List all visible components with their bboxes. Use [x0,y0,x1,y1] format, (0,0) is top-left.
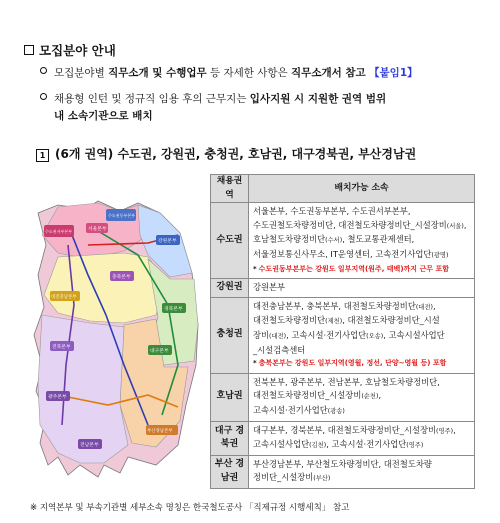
affiliation-line: 부산경남본부, 부산철도차량정비단, 대전철도차량 [253,458,432,469]
affiliation-line: 고속시설·전기사업단(광송) [253,404,345,415]
affiliation-line: 대구본부, 경북본부, 대전철도차량정비단_시설장비(영주), [253,424,456,435]
map-label-gangwon: 강원본부 [158,239,177,244]
table-row [211,455,475,488]
region-section-title: 1 (6개 권역) 수도권, 강원권, 충청권, 호남권, 대구경북권, 부산경남권 [36,145,416,162]
region-name: 호남권 [211,373,249,421]
region-name: 강원권 [211,279,249,298]
table-row [211,279,475,298]
map-label-sudo-east: 수도권동부본부 [108,213,136,218]
affiliation-line: 장비(대전), 고속시설·전기사업단(오송), 고속시설사업단 [253,329,445,340]
region-affiliations [249,373,475,421]
region-note: * 충북본부는 강원도 일부지역(영월, 정선, 단양~영월 등) 포함 [253,357,470,371]
map-label-chungbuk: 충북본부 [112,275,131,280]
map-label-gwangju: 광주본부 [48,395,67,400]
header-region: 채용권역 [211,175,249,203]
affiliation-line: 대전철도차량정비단(제천), 대전철도차량정비단_시설 [253,315,440,326]
affiliation-line: 정비단_시설장비(부산) [253,472,331,483]
region-name: 부산 경남권 [211,455,249,488]
map-label-gyeongbuk: 경북본부 [164,307,183,312]
map-label-sudo-west: 수도권서부본부 [45,229,73,234]
bullet-job-intro: 모집분야별 직무소개 및 수행업무 등 자세한 사항은 직무소개서 참고 【붙임1】 [40,65,418,82]
region-note: * 수도권동부본부는 강원도 일부지역(원주, 태백)까지 근무 포함 [253,263,470,277]
table-header-row [211,175,475,203]
region-affiliations [249,279,475,298]
region-affiliations [249,455,475,488]
map-label-daejeon: 대전충남본부 [51,295,77,300]
map-label-daegu: 대구본부 [150,349,169,354]
map-label-jeonnam: 전남본부 [80,443,99,448]
affiliation-line: 수도권철도차량정비단, 대전철도차량정비단_시설장비(서울), [253,219,467,230]
map-label-jeonbuk: 전북본부 [52,345,71,350]
affiliation-line: 전북본부, 광주본부, 전남본부, 호남철도차량정비단, [253,376,440,387]
korea-region-map [28,195,208,483]
affiliation-line: 강원본부 [253,282,286,293]
table-row [211,203,475,279]
circle-bullet-icon [40,93,47,100]
table-row [211,297,475,373]
map-label-seoul: 서울본부 [88,227,107,232]
circle-bullet-icon [40,67,47,74]
affiliation-line: 서울정보통신사무소, IT운영센터, 고속전기사업단(광명) [253,248,449,259]
region-name: 수도권 [211,203,249,279]
region-name: 대구 경북권 [211,421,249,455]
map-label-busan: 부산경남본부 [147,429,173,434]
square-bullet-icon [24,45,34,55]
affiliation-line: 호남철도차량정비단(수서), 철도교통관제센터, [253,234,415,245]
footnote: ※ 지역본부 및 부속기관별 세부소속 명칭은 한국철도공사 「직제규정 시행세칙」 참고 [30,503,350,513]
section-number: 1 [36,149,49,162]
bullet-placement: 채용형 인턴 및 정규직 임용 후의 근무지는 입사지원 시 지원한 권역 범위 내 소속기관으로 배치 [40,91,386,125]
region-placement-table [210,174,475,489]
region-name: 충청권 [211,297,249,373]
affiliation-line: 고속시설사업단(김천), 고속시설·전기사업단(영주) [253,439,424,450]
section-heading: 모집분야 안내 [24,41,116,59]
region-affiliations [249,297,475,373]
table-row [211,421,475,455]
region-affiliations [249,203,475,279]
affiliation-line: _시설검측센터 [253,344,306,355]
affiliation-line: 서울본부, 수도권동부본부, 수도권서부본부, [253,206,411,217]
table-row [211,373,475,421]
region-affiliations [249,421,475,455]
affiliation-line: 대전철도차량정비단_시설장비(순천), [253,390,382,401]
affiliation-line: 대전충남본부, 충북본부, 대전철도차량정비단(대전), [253,300,436,311]
header-affiliations: 배치가능 소속 [249,175,475,203]
appendix-ref: 【붙임1】 [369,67,418,79]
